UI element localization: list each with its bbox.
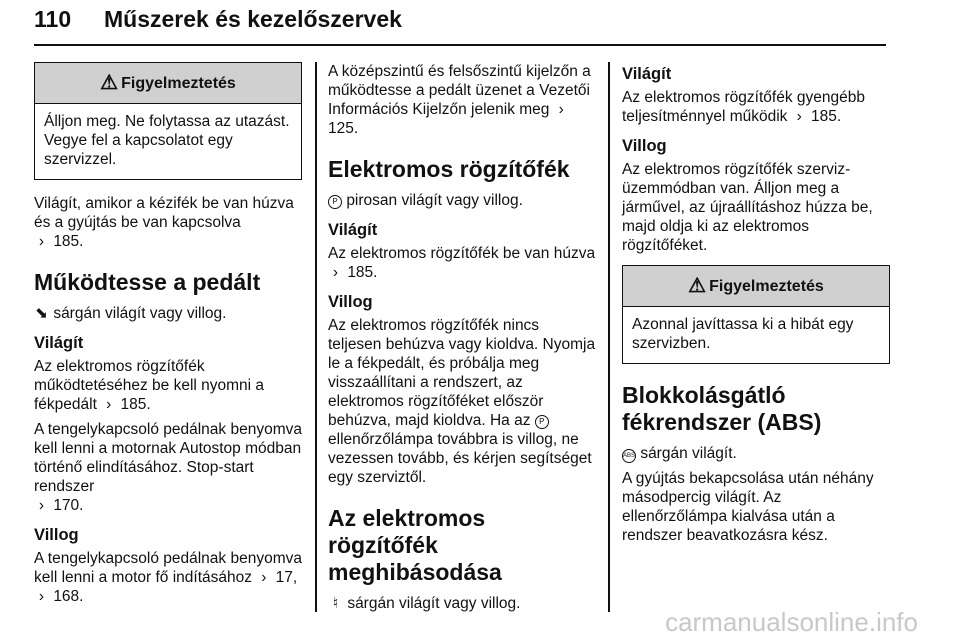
subheading: Villog: [34, 526, 79, 544]
see-page-arrow-icon: ›: [106, 396, 112, 413]
paragraph: Az elektromos rögzítőfék gyengébb teljesítménnyel működik › 185.: [622, 89, 865, 125]
column-1: [34, 62, 302, 612]
paragraph: Az elektromos rögzítőfék szerviz-üzemmódban van. Álljon meg a járművel, az újraállításhoz húzza be, majd oldja ki az elektromos rögzítőféket.: [622, 161, 873, 254]
page-ref-link[interactable]: 170.: [53, 497, 84, 514]
subheading: Világít: [328, 221, 378, 239]
parking-brake-icon: P: [535, 415, 549, 429]
page-ref-link[interactable]: 168.: [53, 588, 84, 605]
column-divider-1: [315, 62, 317, 612]
warning-text: Álljon meg. Ne folytassa az utazást. Vegye fel a kapcsolatot egy szervizzel.: [44, 113, 290, 168]
see-page-arrow-icon: ›: [558, 101, 564, 118]
page-ref-link[interactable]: 185.: [53, 233, 84, 250]
subheading: Világít: [622, 65, 672, 83]
subheading: Világít: [34, 334, 84, 352]
column-3: [622, 62, 890, 551]
warning-box: [34, 62, 302, 180]
see-page-arrow-icon: ›: [38, 497, 45, 514]
section-heading: Blokkolásgátló fékrendszer (ABS): [622, 382, 822, 435]
subheading: Villog: [328, 293, 373, 311]
warning-triangle-icon: ⚠: [100, 71, 119, 94]
paragraph: Az elektromos rögzítőfék működtetéséhez be kell nyomni a fékpedált › 185.: [34, 358, 265, 413]
header-rule: [34, 44, 886, 46]
see-page-arrow-icon: ›: [261, 569, 267, 586]
warning-text: Azonnal javíttassa ki a hibát egy szervizben.: [632, 316, 854, 352]
column-divider-2: [608, 62, 610, 612]
subheading: Villog: [622, 137, 667, 155]
see-page-arrow-icon: ›: [38, 233, 45, 250]
paragraph: Az elektromos rögzítőfék be van húzva › 185.: [328, 245, 596, 281]
pedal-icon: ⬊: [35, 305, 48, 322]
see-page-arrow-icon: ›: [332, 264, 339, 281]
paragraph: ⬊ sárgán világít vagy villog.: [35, 305, 227, 322]
page-ref-link[interactable]: 185.: [811, 108, 842, 125]
abs-icon: ABS: [622, 449, 636, 463]
page-title: Műszerek és kezelőszervek: [104, 6, 402, 32]
warning-heading: [623, 266, 889, 307]
paragraph: A tengelykapcsoló pedálnak benyomva kell lenni a motornak Autostop módban történő elindításához. Stop-start rendszer › 170.: [34, 421, 302, 514]
section-heading: Elektromos rögzítőfék: [328, 156, 570, 182]
page-number: 110: [34, 6, 72, 32]
parking-brake-icon: P: [328, 195, 342, 209]
paragraph: Világít, amikor a kézifék be van húzva és a gyújtás be van kapcsolva › 185.: [34, 195, 294, 250]
warning-heading-text: Figyelmeztetés: [709, 277, 824, 295]
paragraph: A középszintű és felsőszintű kijelzőn a működtesse a pedált üzenet a Vezetői Információs Kijelzőn jelenik meg › 125.: [328, 63, 591, 137]
page-ref-link[interactable]: 125.: [328, 120, 359, 137]
watermark: carmanualsonline.info: [665, 607, 918, 637]
warning-triangle-icon: ⚠: [688, 274, 707, 297]
paragraph: Az elektromos rögzítőfék nincs teljesen behúzva vagy kioldva. Nyomja le a fékpedált, és próbálja meg visszaállítani a rendszert, az elektromos rögzítőféket először behúzva, majd kioldva. Ha az P ellenőrzőlámpa továbbra is villog, ne vezessen tovább, és kérjen segítséget egy szerviztől.: [328, 317, 596, 486]
paragraph: ABS sárgán világít.: [623, 445, 737, 462]
column-2: [328, 62, 596, 619]
page-ref-link[interactable]: 185.: [347, 264, 378, 281]
page-ref-link[interactable]: 185.: [120, 396, 151, 413]
page-header: [34, 6, 886, 46]
see-page-arrow-icon: ›: [38, 588, 45, 605]
paragraph: ♮ sárgán világít vagy villog.: [328, 594, 596, 613]
brake-fault-icon: ♮: [332, 595, 339, 612]
paragraph: P pirosan világít vagy villog.: [328, 191, 596, 210]
paragraph: A tengelykapcsoló pedálnak benyomva kell lenni a motor fő indításához › 17, › 168.: [34, 550, 302, 605]
warning-heading-text: Figyelmeztetés: [121, 74, 236, 92]
paragraph: A gyújtás bekapcsolása után néhány másodpercig világít. Az ellenőrzőlámpa kialvása után a rendszer beavatkozásra kész.: [622, 470, 874, 544]
see-page-arrow-icon: ›: [796, 108, 802, 125]
page-ref-link[interactable]: 17,: [275, 569, 298, 586]
warning-heading: [35, 63, 301, 104]
section-heading: Az elektromos rögzítőfék meghibásodása: [328, 505, 502, 585]
section-heading: Működtesse a pedált: [34, 269, 261, 295]
warning-box: [622, 265, 890, 364]
